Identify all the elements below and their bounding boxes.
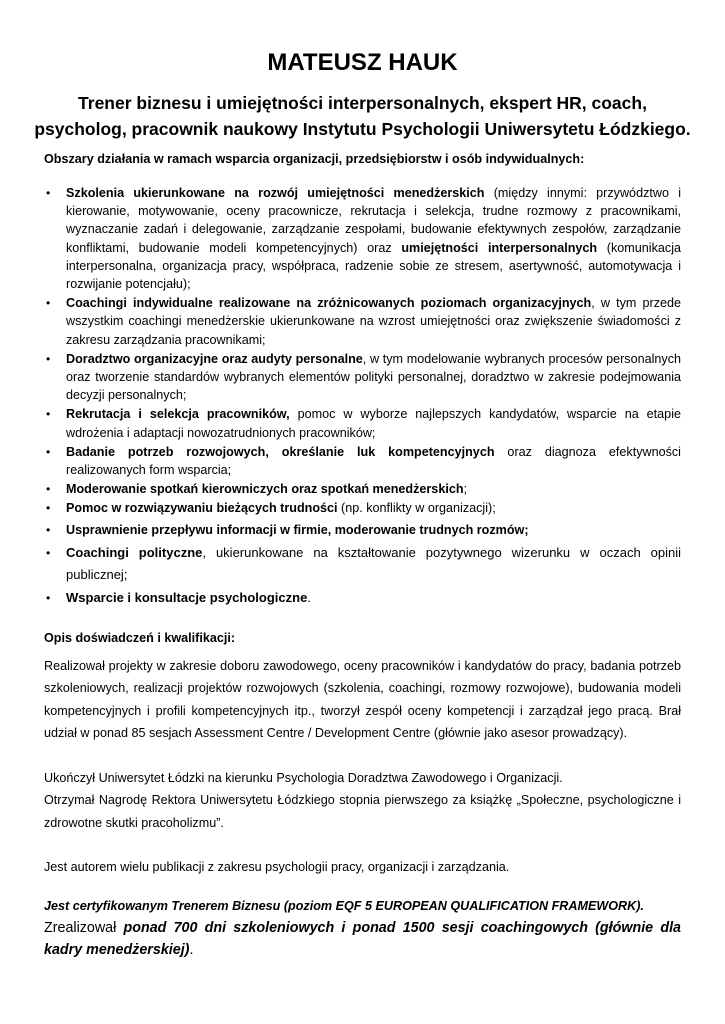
bullet-icon: •	[46, 186, 51, 200]
bullet-icon: •	[46, 407, 51, 422]
item-bold: Badanie potrzeb rozwojowych, określanie luk kompetencyjnych	[66, 444, 495, 459]
summary-suffix: .	[189, 941, 194, 958]
item-text: , ukierunkowane na kształtowanie pozytywnego wizerunku w oczach opinii publicznej;	[66, 544, 681, 582]
item-bold: Doradztwo organizacyjne oraz audyty personalne	[66, 351, 363, 366]
subtitle	[34, 90, 691, 142]
list-item	[44, 480, 681, 498]
award-paragraph: Otrzymał Nagrodę Rektora Uniwersytetu Łódzkiego stopnia pierwszego za książkę „Społeczne, psychologiczne i zdrowotne skutki pracoholizmu”.	[44, 793, 681, 830]
list-item	[44, 294, 681, 349]
item-bold: Coachingi polityczne	[66, 544, 203, 560]
bullet-icon: •	[46, 522, 51, 537]
experience-paragraph: Realizował projekty w zakresie doboru zawodowego, oceny pracowników i kandydatów do pracy, badania potrzeb szkoleniowych, realizacji projektów rozwojowych (szkolenia, coachingi, rozmowy rozwojowe), budowania modeli kompetencyjnych i profili kompetencyjnych itp., tworzył zespół oceny kompetencji i zarządzał jego pracą. Brał udział w ponad 85 sesjach Assessment Centre / Development Centre (głównie jako asesor prowadzący).	[44, 658, 681, 741]
experience-title: Opis doświadczeń i kwalifikacji:	[44, 630, 236, 645]
item-bold: umiejętności interpersonalnych	[401, 240, 598, 255]
subtitle-line-1: Trener biznesu i umiejętności interpersonalnych, ekspert HR, coach,	[78, 93, 647, 113]
list-item	[44, 184, 681, 293]
bullet-icon: •	[46, 482, 51, 497]
item-text: ;	[463, 482, 468, 497]
item-bold: Usprawnienie przepływu informacji w firmie, moderowanie trudnych rozmów;	[66, 522, 529, 537]
bullet-icon: •	[46, 501, 51, 516]
list-item	[44, 520, 681, 541]
list-item	[44, 443, 681, 479]
summary-line	[44, 917, 681, 961]
list-item	[44, 587, 681, 609]
bullet-icon: •	[46, 351, 51, 366]
education-paragraph: Ukończył Uniwersytet Łódzki na kierunku Psychologia Doradztwa Zawodowego i Organizacji.	[44, 770, 563, 785]
item-bold: Wsparcie i konsultacje psychologiczne	[66, 589, 308, 605]
bullet-icon: •	[46, 296, 51, 311]
item-text: , w tym modelowanie wybranych procesów personalnych oraz tworzenie standardów wybranych elementów polityki personalnej, doradztwo w zakresie podejmowania decyzji personalnych;	[66, 351, 681, 403]
person-name: MATEUSZ HAUK	[267, 49, 458, 76]
item-text: , w tym przede wszystkim coachingi menedżerskie ukierunkowane na wzrost umiejętności oraz zwiększenie świadomości z zakresu zarządzania pracownikami;	[66, 296, 682, 347]
summary-prefix: Zrealizował	[44, 919, 124, 936]
list-item	[44, 405, 681, 441]
item-bold: Moderowanie spotkań kierowniczych oraz spotkań menedżerskich	[66, 482, 464, 497]
certification-line: Jest certyfikowanym Trenerem Biznesu (poziom EQF 5 EUROPEAN QUALIFICATION FRAMEWORK).	[44, 898, 644, 913]
areas-list	[44, 184, 681, 609]
areas-intro: Obszary działania w ramach wsparcia organizacji, przedsiębiorstw i osób indywidualnych:	[44, 152, 585, 166]
item-text: .	[307, 589, 311, 605]
item-text: (między innymi: przywództwo i kierowanie, motywowanie, oceny pracownicze, rekrutacja i selekcja, trudne rozmowy z pracownikami, wyznaczanie zadań i delegowanie, zarządzanie zespołami, budowanie efektywnych zespołów, zarządzanie konfliktami, budowanie modeli kompetencyjnych) oraz	[66, 186, 681, 255]
list-item	[44, 499, 681, 517]
list-item	[44, 350, 681, 405]
item-bold: Rekrutacja i selekcja pracowników,	[66, 407, 290, 422]
list-item	[44, 542, 681, 586]
bullet-icon: •	[46, 590, 51, 605]
bullet-icon: •	[46, 545, 51, 560]
summary-bold: ponad 700 dni szkoleniowych i ponad 1500 sesji coachingowych (głównie dla kadry menedżerskiej)	[44, 919, 681, 958]
item-bold: Coachingi indywidualne realizowane na zróżnicowanych poziomach organizacyjnych	[66, 296, 592, 311]
publications-paragraph: Jest autorem wielu publikacji z zakresu psychologii pracy, organizacji i zarządzania.	[44, 860, 510, 875]
item-text: (np. konflikty w organizacji);	[337, 501, 496, 516]
bullet-icon: •	[46, 444, 51, 459]
item-text: oraz diagnoza efektywności realizowanych form wsparcia;	[66, 444, 681, 478]
item-text: (komunikacja interpersonalna, organizacja pracy, współpraca, radzenie sobie ze stresem, asertywność, automotywacja i rozwijanie potencjału);	[66, 240, 681, 292]
item-text: pomoc w wyborze najlepszych kandydatów, wsparcie na etapie wdrożenia i adaptacji nowozatrudnionych pracowników;	[66, 407, 681, 440]
subtitle-line-2: psycholog, pracownik naukowy Instytutu Psychologii Uniwersytetu Łódzkiego.	[34, 119, 691, 139]
item-bold: Szkolenia ukierunkowane na rozwój umiejętności menedżerskich	[66, 186, 485, 200]
item-bold: Pomoc w rozwiązywaniu bieżących trudności	[66, 501, 338, 516]
